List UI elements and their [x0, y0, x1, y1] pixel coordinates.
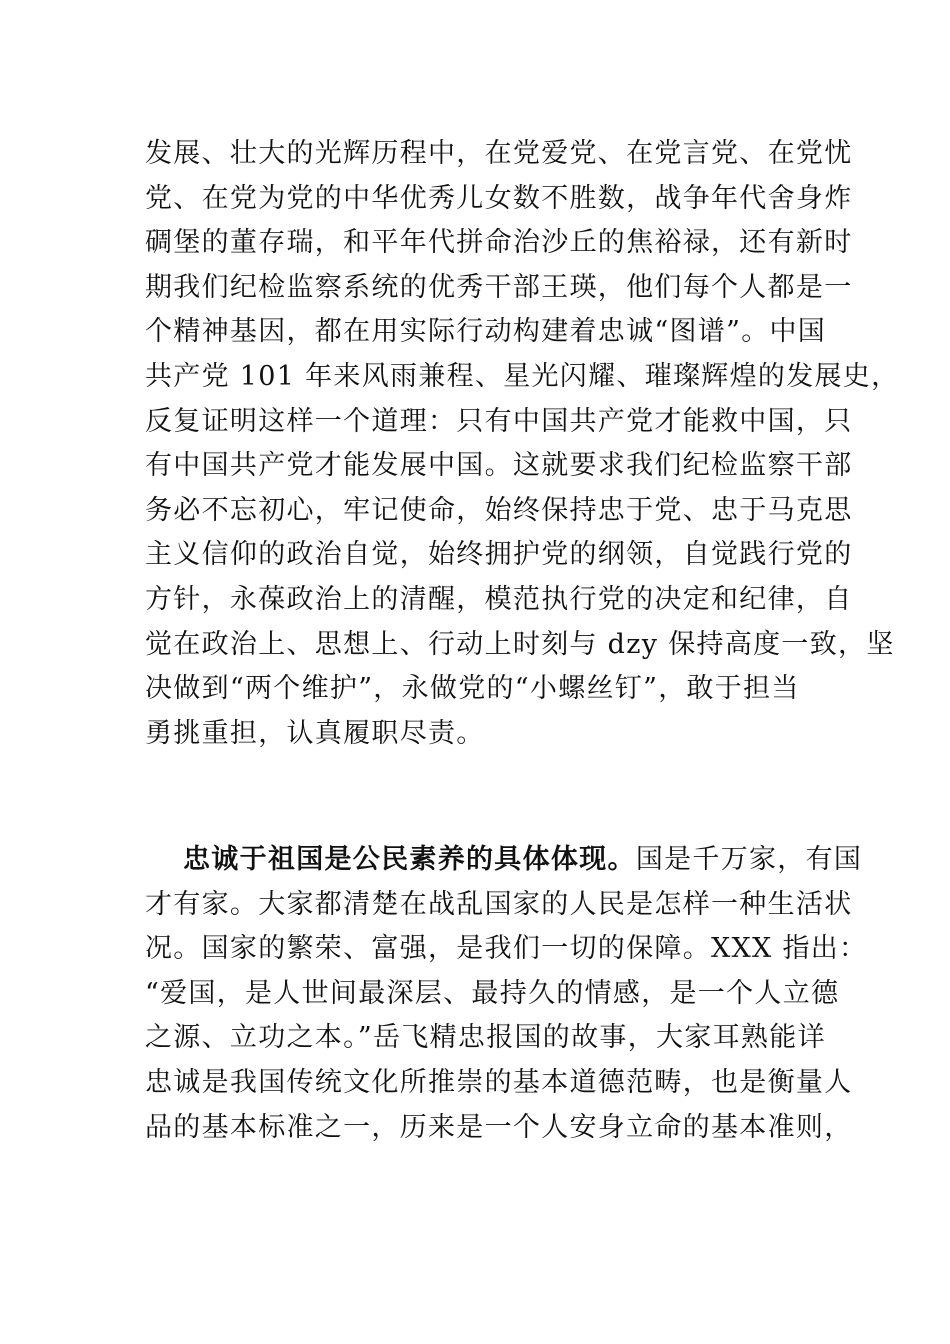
paragraph-line: 期我们纪检监察系统的优秀干部王瑛，他们每个人都是一	[145, 271, 853, 303]
paragraph-2	[145, 838, 868, 1150]
paragraph-line: 务必不忘初心，牢记使命，始终保持忠于党、忠于马克思	[145, 494, 853, 526]
paragraph-line: “爱国，是人世间最深层、最持久的情感，是一个人立德	[145, 977, 840, 1009]
paragraph-line: 况。国家的繁荣、富强，是我们一切的保障。XXX 指出：	[145, 933, 868, 965]
bold-lead-sentence: 忠诚于祖国是公民素养的具体体现。	[183, 844, 636, 875]
paragraph-line: 反复证明这样一个道理：只有中国共产党才能救中国，只	[145, 405, 853, 437]
paragraph-line: 有中国共产党才能发展中国。这就要求我们纪检监察干部	[145, 450, 853, 482]
paragraph-line: 碉堡的董存瑞，和平年代拼命治沙丘的焦裕禄，还有新时	[145, 227, 853, 259]
paragraph-line: 勇挑重担，认真履职尽责。	[145, 717, 485, 749]
paragraph-line: 主义信仰的政治自觉，始终拥护党的纲领，自觉践行党的	[145, 539, 853, 571]
paragraph-line: 忠诚是我国传统文化所推崇的基本道德范畴，也是衡量人	[145, 1066, 853, 1098]
paragraph-line: 决做到“两个维护”，永做党的“小螺丝钉”，敢于担当	[145, 673, 800, 705]
paragraph-line: 共产党 101 年来风雨兼程、星光闪耀、璀璨辉煌的发展史，	[145, 360, 900, 392]
paragraph-line: 才有家。大家都清楚在战乱国家的人民是怎样一种生活状	[145, 888, 853, 920]
paragraph-line: 方针，永葆政治上的清醒，模范执行党的决定和纪律，自	[145, 583, 853, 615]
paragraph-line: 之源、立功之本。”岳飞精忠报国的故事，大家耳熟能详	[145, 1022, 826, 1054]
paragraph-line: 觉在政治上、思想上、行动上时刻与 dzy 保持高度一致，坚	[145, 628, 895, 660]
paragraph-line: 品的基本标准之一，历来是一个人安身立命的基本准则，	[145, 1111, 853, 1143]
paragraph-line: 党、在党为党的中华优秀儿女数不胜数，战争年代舍身炸	[145, 182, 853, 214]
first-line-rest: 国是千万家，有国	[635, 844, 863, 875]
paragraph-line: 个精神基因，都在用实际行动构建着忠诚“图谱”。中国	[145, 316, 827, 348]
paragraph-line: 发展、壮大的光辉历程中，在党爱党、在党言党、在党忧	[145, 138, 853, 169]
paragraph-first-line	[145, 838, 863, 883]
paragraph-1	[145, 132, 900, 756]
